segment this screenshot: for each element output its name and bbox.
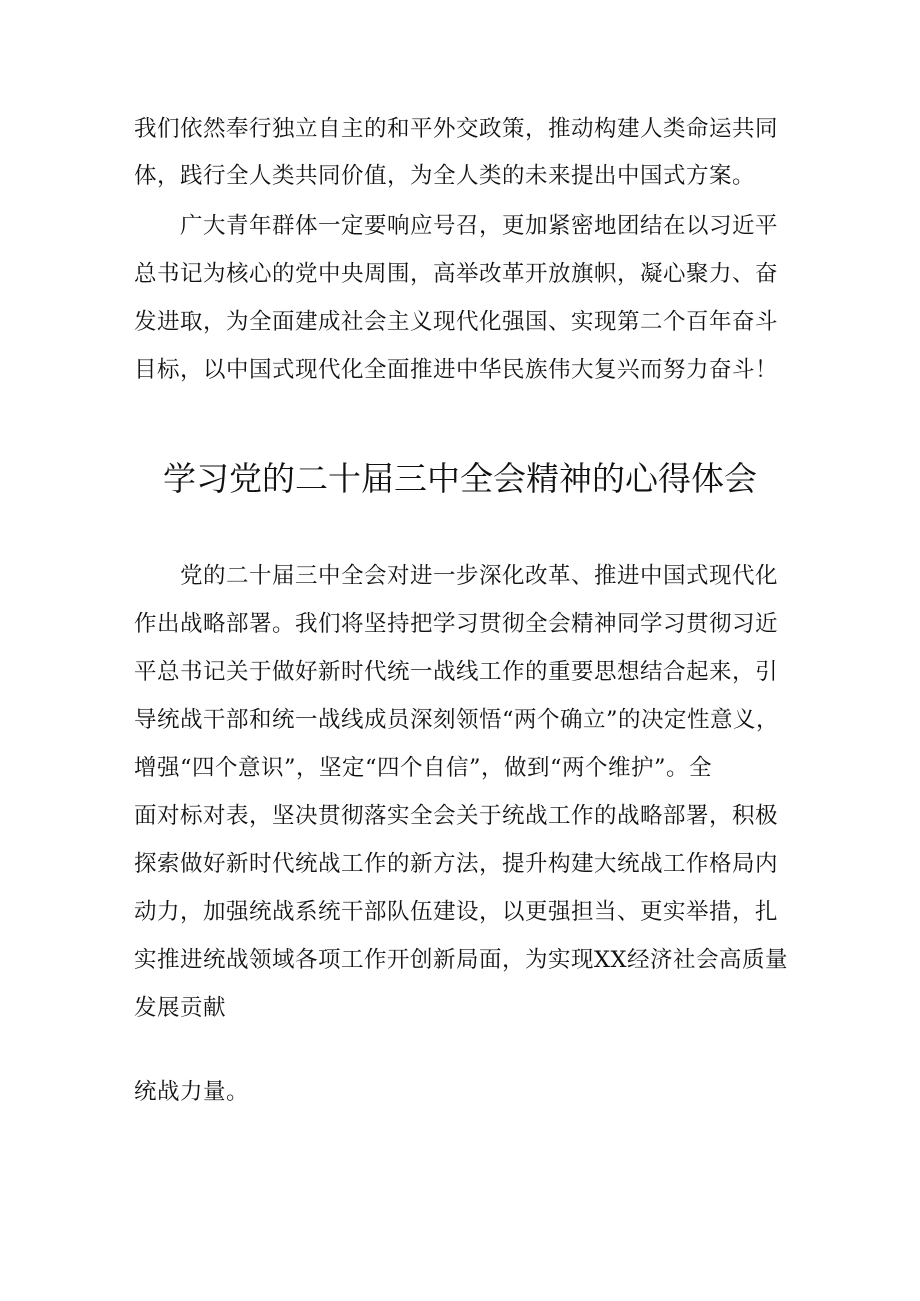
main-line-2: 作出战略部署。我们将坚持把学习贯彻全会精神同学习贯彻习近 (134, 611, 779, 637)
youth-line-1: 广大青年群体一定要响应号召，更加紧密地团结在以习近平 (180, 213, 779, 239)
document-title: 学习党的二十届三中全会精神的心得体会 (163, 459, 757, 498)
youth-line-2: 总书记为核心的党中央周围，高举改革开放旗帜，凝心聚力、奋 (134, 261, 779, 287)
youth-line-3: 发进取，为全面建成社会主义现代化强国、实现第二个百年奋斗 (134, 309, 779, 335)
main-line-6: 面对标对表，坚决贯彻落实全会关于统战工作的战略部署，积极 (134, 803, 779, 829)
main-line-8: 动力，加强统战系统干部队伍建设，以更强担当、更实举措，扎 (134, 899, 779, 925)
main-line-7: 探索做好新时代统战工作的新方法，提升构建大统战工作格局内 (134, 851, 779, 877)
closing-line: 统战力量。 (134, 1079, 250, 1105)
main-line-4: 导统战干部和统一战线成员深刻领悟“两个确立”的决定性意义， (134, 707, 780, 733)
intro-line-1: 我们依然奉行独立自主的和平外交政策，推动构建人类命运共同 (134, 116, 779, 142)
main-line-3: 平总书记关于做好新时代统一战线工作的重要思想结合起来，引 (134, 659, 779, 685)
main-line-5: 增强“四个意识”，坚定“四个自信”，做到“两个维护”。全 (134, 755, 713, 781)
main-line-10: 发展贡献 (134, 995, 227, 1021)
intro-line-2: 体，践行全人类共同价值，为全人类的未来提出中国式方案。 (134, 163, 756, 189)
main-line-1: 党的二十届三中全会对进一步深化改革、推进中国式现代化 (180, 563, 779, 589)
youth-line-4: 目标，以中国式现代化全面推进中华民族伟大复兴而努力奋斗！ (134, 357, 779, 383)
main-line-9: 实推进统战领域各项工作开创新局面，为实现XX经济社会高质量 (134, 947, 789, 973)
